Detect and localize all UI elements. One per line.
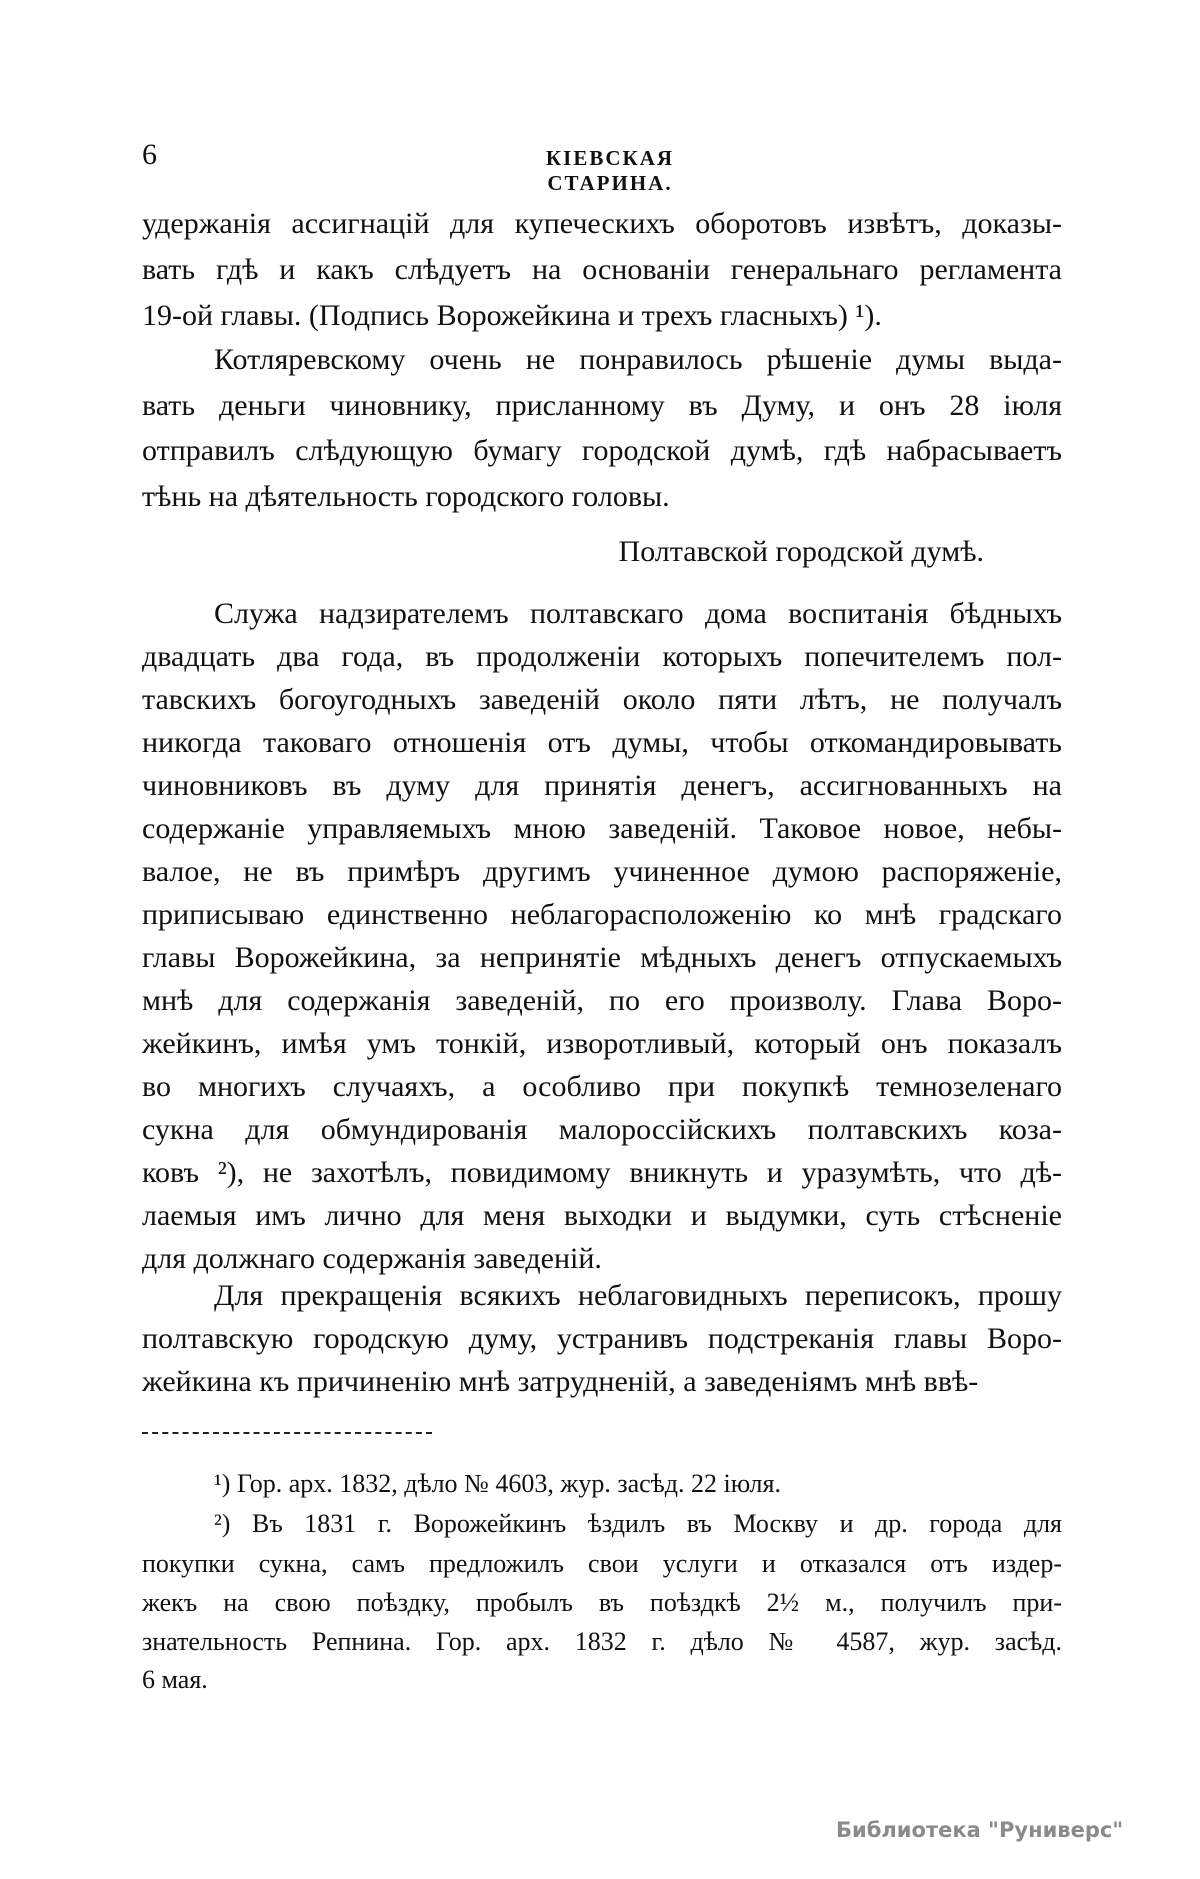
paragraph-line: ковъ ²), не захотѣлъ, повидимому вникнуть и уразумѣть, что дѣ-: [142, 1156, 1062, 1189]
paragraph-line: главы Ворожейкина, за непринятіе мѣдныхъ денегъ отпускаемыхъ: [142, 941, 1062, 974]
footnote-divider: [142, 1432, 432, 1434]
paragraph-line: вать деньги чиновнику, присланному въ Думу, и онъ 28 іюля: [142, 389, 1062, 422]
footnote-line: покупки сукна, самъ предложилъ свои услуги и отказался отъ издер-: [142, 1549, 1062, 1578]
paragraph-line: приписываю единственно неблагорасположенію ко мнѣ градскаго: [142, 898, 1062, 931]
paragraph-line: удержанія ассигнацій для купеческихъ оборотовъ извѣтъ, доказы-: [142, 207, 1062, 240]
library-watermark: Библиотека "Руниверс": [836, 1818, 1124, 1842]
paragraph-line: полтавскую городскую думу, устранивъ подстреканія главы Воро-: [142, 1322, 1062, 1355]
paragraph-line: для должнаго содержанія заведеній.: [142, 1242, 602, 1275]
paragraph-line: сукна для обмундированія малороссійскихъ полтавскихъ коза-: [142, 1113, 1062, 1146]
footnote-line: 6 мая.: [142, 1665, 208, 1694]
paragraph-line: жейкинъ, имѣя умъ тонкій, изворотливый, который онъ показалъ: [142, 1027, 1062, 1060]
paragraph-line: валое, не въ примѣръ другимъ учиненное думою распоряженіе,: [142, 855, 1062, 888]
paragraph-line: лаемыя имъ лично для меня выходки и выдумки, суть стѣсненіе: [142, 1199, 1062, 1232]
paragraph-line: жейкина къ причиненію мнѣ затрудненій, а заведеніямъ мнѣ ввѣ-: [142, 1365, 979, 1398]
paragraph-line: тѣнь на дѣятельность городского головы.: [142, 480, 670, 513]
paragraph-line: Котляревскому очень не понравилось рѣшеніе думы выда-: [214, 343, 1062, 376]
footnote-line: знательность Репнина. Гор. арх. 1832 г. дѣло № 4587, жур. засѣд.: [142, 1627, 1062, 1656]
paragraph-line: Служа надзирателемъ полтавскаго дома воспитанія бѣдныхъ: [214, 597, 1062, 630]
page-number: 6: [142, 138, 157, 171]
footnote-line: жекъ на свою поѣздку, пробылъ въ поѣздкѣ 2½ м., получилъ при-: [142, 1588, 1062, 1617]
paragraph-line: во многихъ случаяхъ, а особливо при покупкѣ темнозеленаго: [142, 1070, 1062, 1103]
footnote-line: ¹) Гор. арх. 1832, дѣло № 4603, жур. засѣд. 22 іюля.: [214, 1469, 781, 1498]
paragraph-line: тавскихъ богоугодныхъ заведеній около пяти лѣтъ, не получалъ: [142, 683, 1062, 716]
paragraph-line: никогда таковаго отношенія отъ думы, чтобы откомандировывать: [142, 726, 1062, 759]
letter-salutation: Полтавской городской думѣ.: [618, 535, 984, 568]
paragraph-line: двадцать два года, въ продолженіи которыхъ попечителемъ пол-: [142, 640, 1062, 673]
paragraph-line: мнѣ для содержанія заведеній, по его произволу. Глава Воро-: [142, 984, 1062, 1017]
footnote-line: ²) Въ 1831 г. Ворожейкинъ ѣздилъ въ Москву и др. города для: [214, 1509, 1062, 1538]
paragraph-line: 19-ой главы. (Подпись Ворожейкина и трехъ гласныхъ) ¹).: [142, 299, 882, 332]
paragraph-line: чиновниковъ въ думу для принятія денегъ, ассигнованныхъ на: [142, 769, 1062, 802]
paragraph-line: вать гдѣ и какъ слѣдуетъ на основаніи генеральнаго регламента: [142, 253, 1062, 286]
paragraph-line: Для прекращенія всякихъ неблаговидныхъ переписокъ, прошу: [214, 1279, 1062, 1312]
paragraph-line: отправилъ слѣдующую бумагу городской думѣ, гдѣ набрасываетъ: [142, 434, 1062, 467]
paragraph-line: содержаніе управляемыхъ мною заведеній. Таковое новое, небы-: [142, 812, 1062, 845]
running-title: КІЕВСКАЯ СТАРИНА.: [545, 146, 675, 195]
